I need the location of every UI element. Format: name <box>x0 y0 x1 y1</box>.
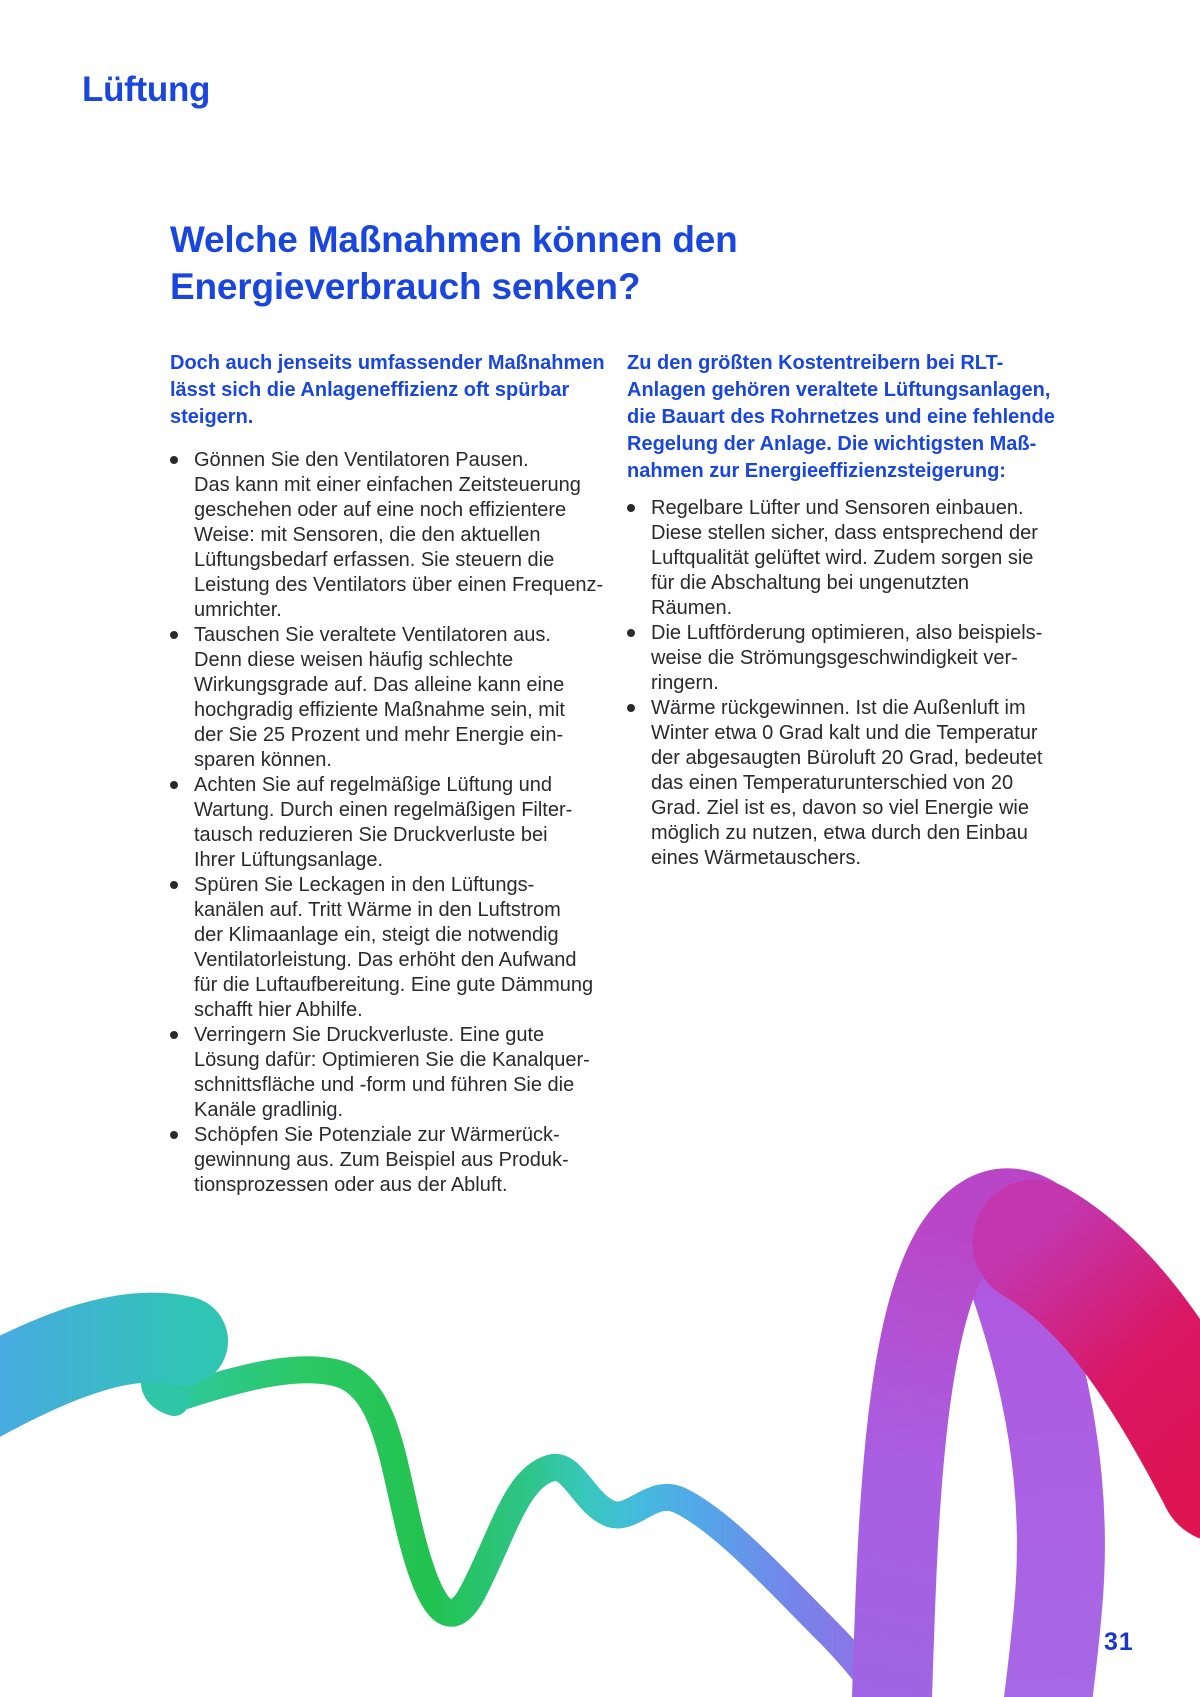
text-line: Denn diese weisen häufig schlechte <box>194 649 514 671</box>
text-line: Weise: mit Sensoren, die den aktuellen <box>194 524 541 546</box>
text-line: Das kann mit einer einfachen Zeitsteuerung <box>194 474 581 496</box>
text-line: Diese stellen sicher, dass entsprechend der <box>651 522 1038 544</box>
text-line: Gönnen Sie den Ventilatoren Pausen. <box>194 449 529 471</box>
text-line: steigern. <box>170 406 254 428</box>
text-line: gewinnung aus. Zum Beispiel aus Produk- <box>194 1149 569 1171</box>
bullet-item <box>168 873 603 1023</box>
text-line: Ihrer Lüftungsanlage. <box>194 849 384 871</box>
text-line: der Klimaanlage ein, steigt die notwendig <box>194 924 559 946</box>
chapter-title: Lüftung <box>82 70 211 109</box>
bullet-item <box>625 621 1042 696</box>
bullet-item <box>625 496 1042 621</box>
text-line: Energieverbrauch senken? <box>170 266 641 307</box>
text-line: Ventilatorleistung. Das erhöht den Aufwand <box>194 949 577 971</box>
text-line: der abgesaugten Büroluft 20 Grad, bedeutet <box>651 747 1043 769</box>
text-line: Spüren Sie Leckagen in den Lüftungs- <box>194 874 535 896</box>
text-line: hochgradig effiziente Maßnahme sein, mit <box>194 699 565 721</box>
text-line: Winter etwa 0 Grad kalt und die Temperatur <box>651 722 1038 744</box>
text-line: Leistung des Ventilators über einen Frequenz- <box>194 574 604 596</box>
text-line: für die Luftaufbereitung. Eine gute Dämmung <box>194 974 594 996</box>
text-line: möglich zu nutzen, etwa durch den Einbau <box>651 822 1028 844</box>
text-line: Wärme rückgewinnen. Ist die Außenluft im <box>651 697 1026 719</box>
text-line: ringern. <box>651 672 719 694</box>
text-line: Verringern Sie Druckverluste. Eine gute <box>194 1024 545 1046</box>
text-line: kanälen auf. Tritt Wärme in den Luftstrom <box>194 899 561 921</box>
text-line: für die Abschaltung bei ungenutzten <box>651 572 970 594</box>
text-line: umrichter. <box>194 599 282 621</box>
left-bullet-list <box>168 448 603 1198</box>
text-line: Grad. Ziel ist es, davon so viel Energie wie <box>651 797 1029 819</box>
right-bullet-list <box>625 496 1042 871</box>
text-line: schnittsfläche und -form und führen Sie die <box>194 1074 575 1096</box>
text-line: Schöpfen Sie Potenziale zur Wärmerück- <box>194 1124 560 1146</box>
text-line: Luftqualität gelüftet wird. Zudem sorgen sie <box>651 547 1034 569</box>
bullet-item <box>168 623 603 773</box>
text-line: Anlagen gehören veraltete Lüftungsanlagen, <box>627 379 1051 401</box>
text-line: Kanäle gradlinig. <box>194 1099 343 1121</box>
text-line: Regelung der Anlage. Die wichtigsten Maß- <box>627 433 1037 455</box>
page-number: 31 <box>1104 1628 1134 1656</box>
text-line: Regelbare Lüfter und Sensoren einbauen. <box>651 497 1024 519</box>
left-intro-paragraph <box>170 350 605 431</box>
bullet-item <box>168 448 603 623</box>
text-line: Wirkungsgrade auf. Das alleine kann eine <box>194 674 565 696</box>
text-line: Welche Maßnahmen können den <box>170 219 738 260</box>
text-line: Lüftungsbedarf erfassen. Sie steuern die <box>194 549 555 571</box>
page-title <box>170 216 738 310</box>
text-line: Die Luftförderung optimieren, also beispiels- <box>651 622 1043 644</box>
text-line: sparen können. <box>194 749 332 771</box>
text-line: tausch reduzieren Sie Druckverluste bei <box>194 824 548 846</box>
text-line: lässt sich die Anlageneffizienz oft spürbar <box>170 379 570 401</box>
text-line: Zu den größten Kostentreibern bei RLT- <box>627 352 1004 374</box>
text-line: eines Wärmetauschers. <box>651 847 862 869</box>
text-line: Achten Sie auf regelmäßige Lüftung und <box>194 774 553 796</box>
text-line: weise die Strömungsgeschwindigkeit ver- <box>651 647 1018 669</box>
text-line: Räumen. <box>651 597 733 619</box>
bullet-item <box>168 1123 603 1198</box>
text-line: schafft hier Abhilfe. <box>194 999 363 1021</box>
text-line: Wartung. Durch einen regelmäßigen Filter- <box>194 799 573 821</box>
right-intro-paragraph <box>627 350 1055 485</box>
text-line: nahmen zur Energieeffizienzsteigerung: <box>627 460 1006 482</box>
text-line: Tauschen Sie veraltete Ventilatoren aus. <box>194 624 551 646</box>
text-line: Lösung dafür: Optimieren Sie die Kanalquer- <box>194 1049 590 1071</box>
bullet-item <box>168 1023 603 1123</box>
text-line: geschehen oder auf eine noch effizientere <box>194 499 567 521</box>
text-line: Doch auch jenseits umfassender Maßnahmen <box>170 352 605 374</box>
bullet-item <box>168 773 603 873</box>
text-line: der Sie 25 Prozent und mehr Energie ein- <box>194 724 564 746</box>
ribbon-wave-path <box>172 1370 900 1697</box>
bullet-item <box>625 696 1042 871</box>
text-line: die Bauart des Rohrnetzes und eine fehlende <box>627 406 1055 428</box>
text-line: tionsprozessen oder aus der Abluft. <box>194 1174 508 1196</box>
text-line: das einen Temperaturunterschied von 20 <box>651 772 1014 794</box>
